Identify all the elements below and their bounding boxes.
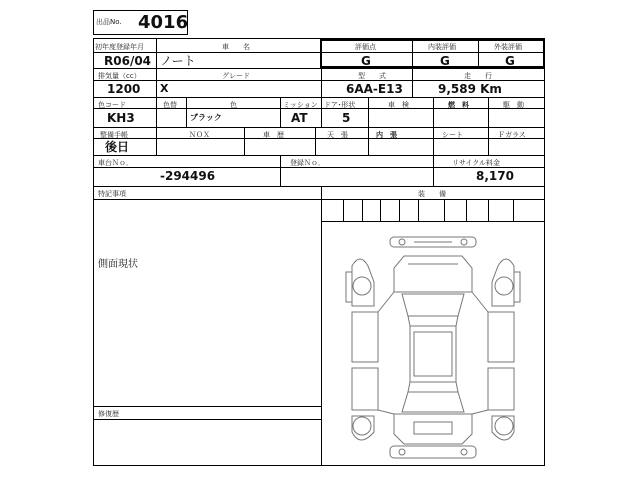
grade-value: X — [160, 82, 169, 95]
color-tone-header: 色替 — [163, 101, 177, 109]
reg-date-header: 初年度登録年月 — [95, 43, 144, 51]
color-code-value: KH3 — [107, 111, 135, 125]
color-header: 色 — [230, 101, 237, 109]
color-value: ブラック — [190, 113, 222, 122]
service-book-value: 後日 — [105, 140, 130, 154]
nox-header: ＮＯＸ — [189, 131, 210, 139]
recycle-value: 8,170 — [476, 169, 514, 183]
exterior-header: 外装評価 — [494, 43, 522, 51]
notes-header: 特記事項 — [98, 190, 126, 198]
reg-date-value: R06/04 — [104, 54, 152, 68]
doors-value: 5 — [342, 111, 351, 125]
history-header: 車 歴 — [263, 131, 284, 139]
roof-header: 天 張 — [327, 131, 348, 139]
recycle-header: リサイクル料金 — [452, 159, 501, 167]
repair-header: 修復歴 — [98, 410, 119, 418]
reg-no-header: 登録Ｎｏ． — [290, 159, 325, 167]
score-header: 評価点 — [355, 43, 376, 51]
interior-value: G — [440, 54, 450, 68]
color-code-header: 色コード — [98, 101, 126, 109]
car-name-value: ノート — [160, 54, 196, 68]
mileage-header: 走 行 — [464, 72, 492, 80]
displacement-value: 1200 — [107, 82, 141, 96]
mileage-value: 9,589 Km — [438, 82, 502, 96]
fuel-header: 燃 料 — [448, 101, 469, 109]
transmission-header: ミッション — [283, 101, 318, 109]
inner-roof-header: 内 張 — [376, 131, 397, 139]
seat-header: シート — [442, 131, 463, 139]
score-value: G — [361, 54, 371, 68]
drive-header: 駆 動 — [503, 101, 524, 109]
service-book-header: 整備手帳 — [100, 131, 128, 139]
interior-header: 内装評価 — [428, 43, 456, 51]
chassis-header: 車台Ｎｏ． — [98, 159, 133, 167]
car-body-diagram — [322, 222, 544, 465]
chassis-value: -294496 — [160, 169, 216, 183]
doors-header: ドア･形状 — [324, 101, 356, 109]
lot-number: 4016 — [138, 12, 189, 33]
model-header: 型 式 — [358, 72, 386, 80]
transmission-value: AT — [291, 111, 308, 125]
side-header: 側面現状 — [98, 259, 138, 270]
grade-header: グレード — [222, 72, 250, 80]
glass-header: Ｆガラス — [498, 131, 526, 139]
car-name-header: 車 名 — [222, 43, 250, 51]
equipment-header: 装 備 — [418, 190, 446, 198]
displacement-header: 排気量（cc） — [98, 72, 141, 80]
inspection-header: 車 検 — [388, 101, 409, 109]
exterior-value: G — [505, 54, 515, 68]
lot-label: 出品No. — [96, 18, 122, 26]
model-value: 6AA-E13 — [346, 82, 403, 96]
